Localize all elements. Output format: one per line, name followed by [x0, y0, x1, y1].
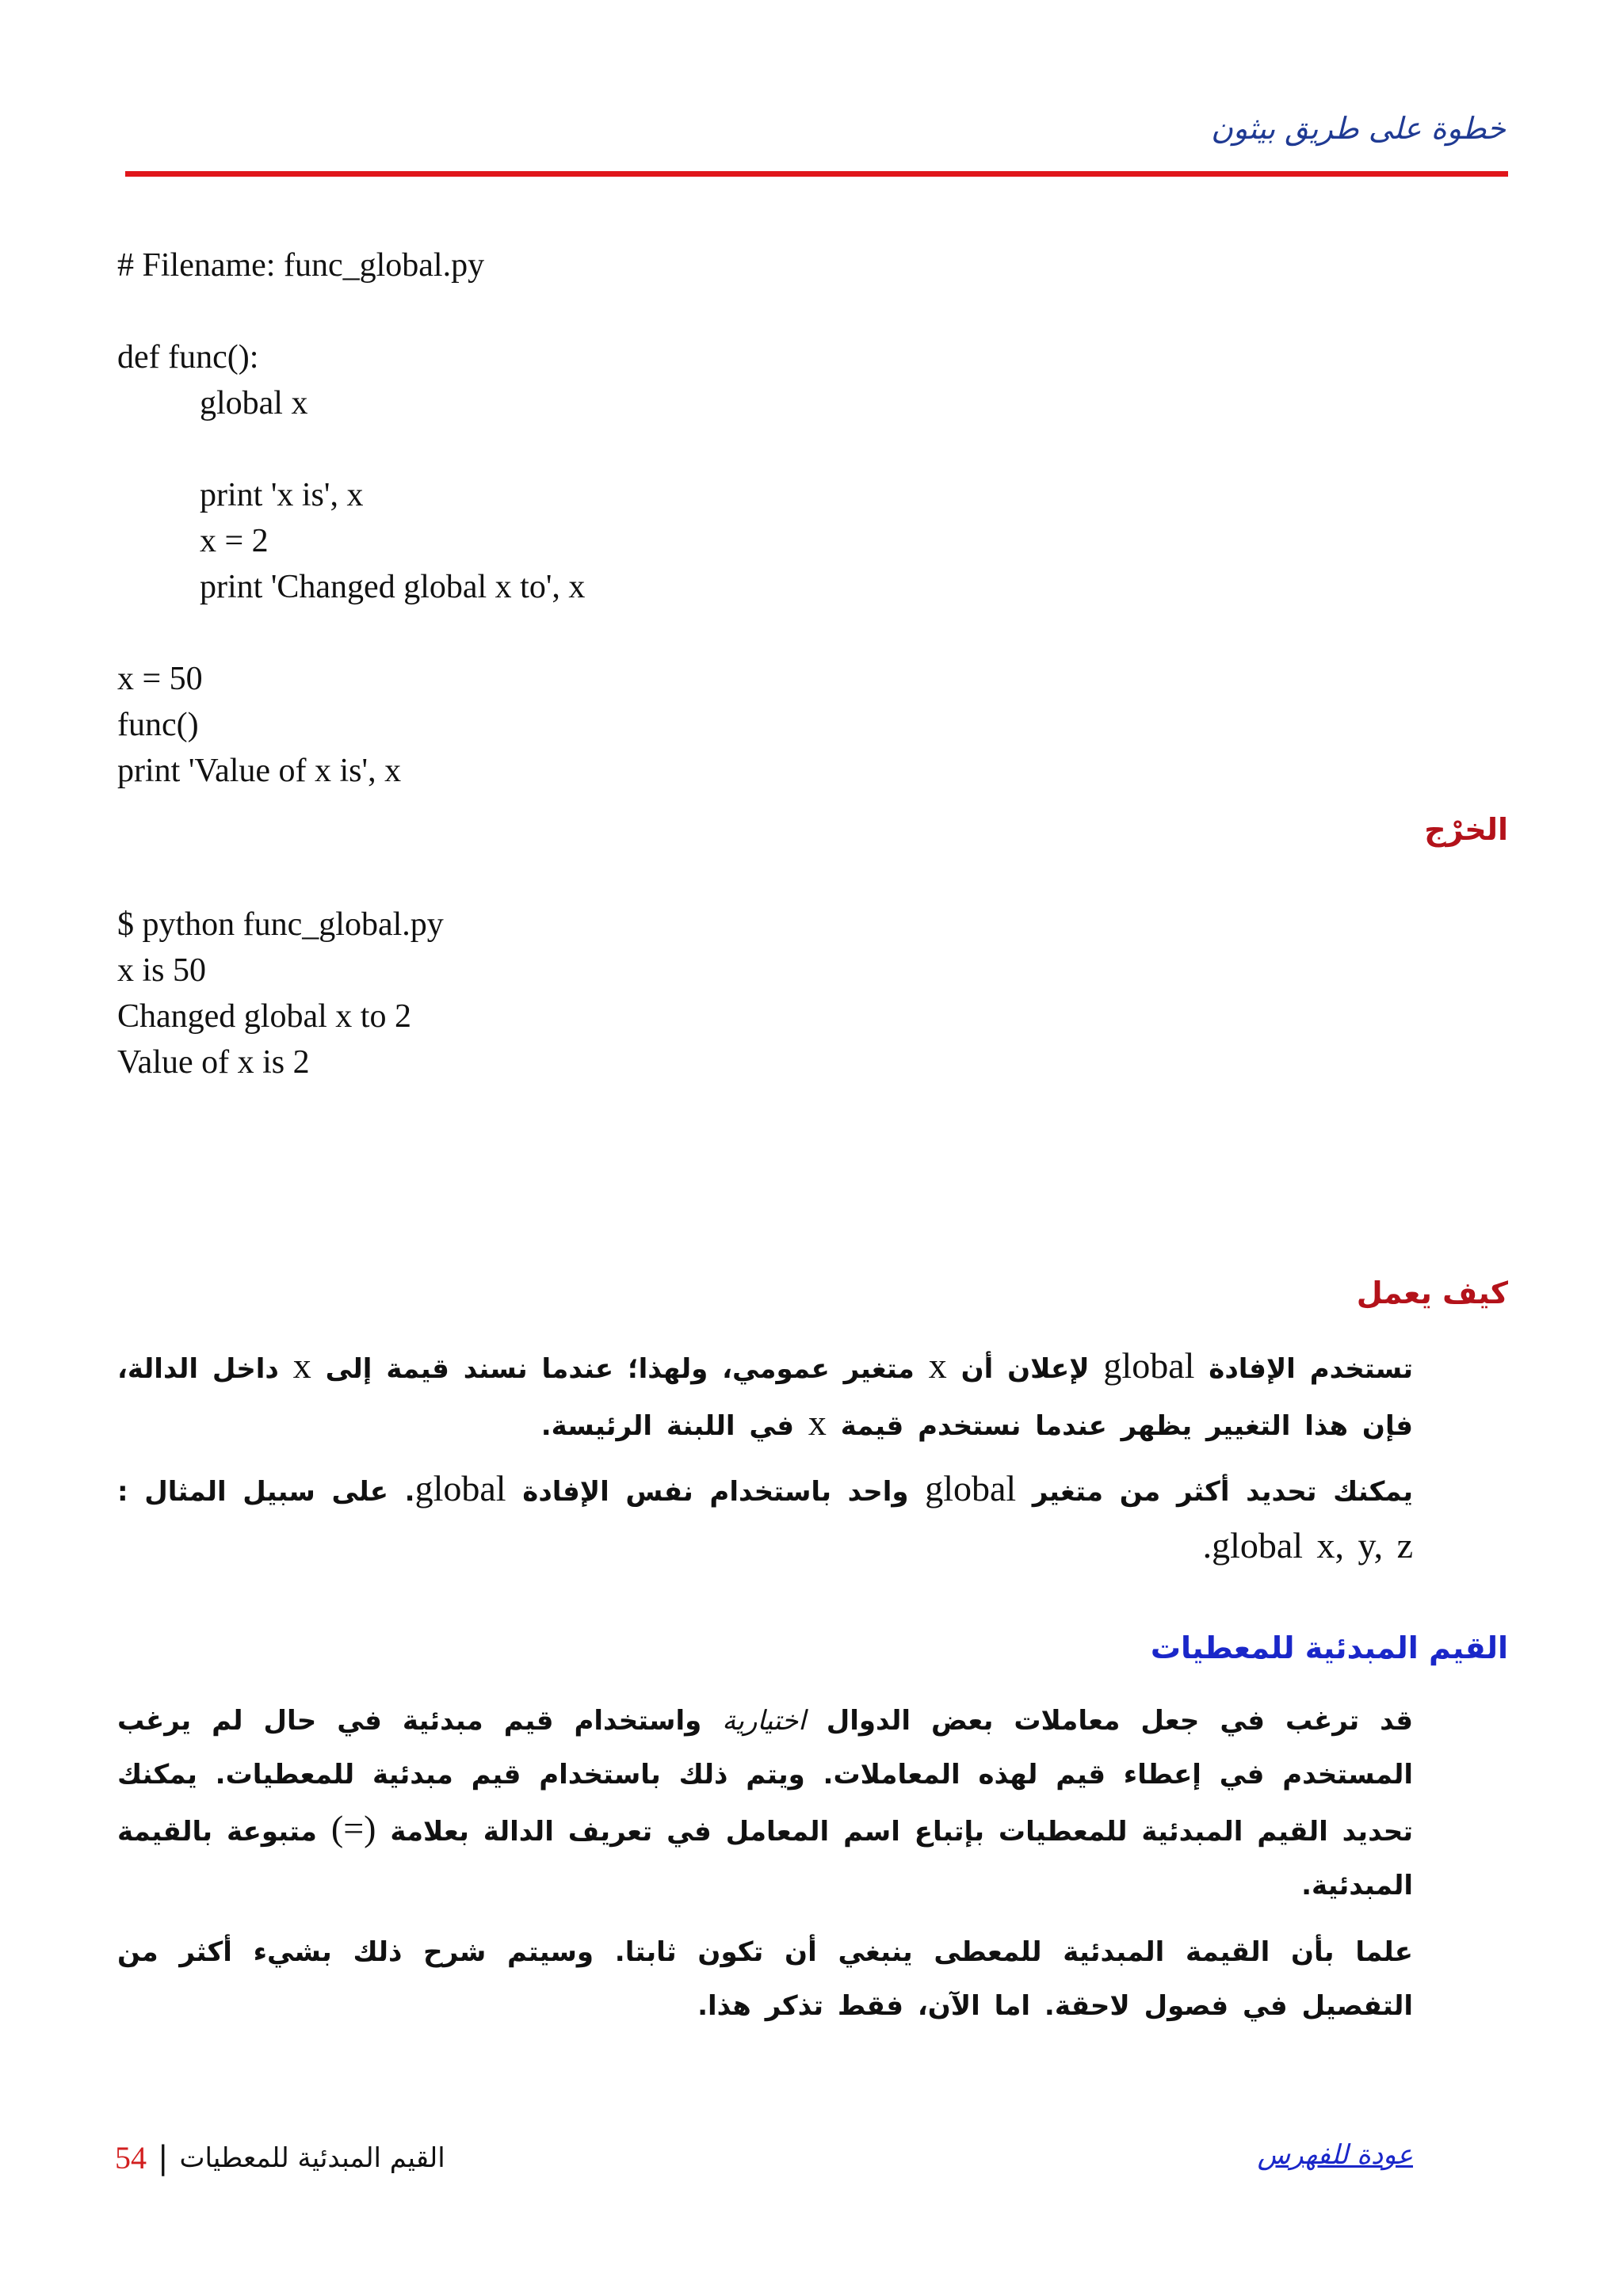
code-line — [117, 288, 585, 334]
code-line: def func(): — [117, 339, 259, 376]
code-line: print 'x is', x — [200, 477, 364, 513]
default-args-heading: القيم المبدئية للمعطيات — [1150, 1630, 1508, 1665]
footer-separator: | — [158, 2139, 169, 2176]
default-args-paragraph-1: قد ترغب في جعل معاملات بعض الدوال اختيارية واستخدام قيم مبدئية في حال لم يرغب المستخدم في إعطاء قيم لهذه المعاملات. ويتم ذلك باستخدام قيم مبدئية للمعطيات. يمكنك تحديد القيم المبدئية للمعطيات بإتباع اسم المعامل في تعريف الدالة بعلامة (=) متبوعة بالقيمة المبدئية. — [117, 1705, 1413, 1901]
output-line: $ python func_global.py — [117, 906, 444, 943]
output-line: Changed global x to 2 — [117, 998, 411, 1035]
how-it-works-heading: كيف يعمل — [1356, 1276, 1508, 1310]
code-block — [117, 242, 585, 794]
back-to-index-link[interactable]: عودة للفهرس — [1257, 2139, 1413, 2171]
code-line: func() — [117, 707, 199, 743]
output-line: x is 50 — [117, 952, 207, 989]
output-heading: الخرْج — [1424, 812, 1508, 847]
default-args-paragraph-2: علما بأن القيمة المبدئية للمعطى ينبغي أن تكون ثابتا. وسيتم شرح ذلك بشيء أكثر من التفصيل في فصول لاحقة. اما الآن، فقط تذكر هذا. — [117, 1936, 1413, 2022]
code-line: # Filename: func_global.py — [117, 247, 485, 284]
keyword-global: global — [1103, 1345, 1195, 1386]
how-it-works-paragraph-2: يمكنك تحديد أكثر من متغير global واحد باستخدام نفس الإفادة global. على سبيل المثال : global x, y, z. — [117, 1468, 1413, 1566]
output-line: Value of x is 2 — [117, 1044, 310, 1081]
how-it-works-paragraph-1: تستخدم الإفادة global لإعلان أن x متغير عمومي، ولهذا؛ عندما نسند قيمة إلى x داخل الدالة، فإن هذا التغيير يظهر عندما نستخدم قيمة x في اللبنة الرئيسة. — [117, 1345, 1413, 1443]
header-divider — [125, 171, 1508, 177]
code-line — [117, 426, 585, 472]
footer-page-info — [115, 2139, 445, 2176]
code-line: x = 2 — [200, 523, 269, 559]
header-title: خطوة على طريق بيثون — [1211, 111, 1506, 146]
code-line — [117, 610, 585, 656]
footer-section-title: القيم المبدئية للمعطيات — [179, 2142, 445, 2174]
code-line: x = 50 — [117, 661, 203, 697]
code-line: print 'Changed global x to', x — [200, 569, 586, 605]
page-number: 54 — [115, 2140, 147, 2176]
code-line: global x — [200, 385, 308, 421]
output-block — [117, 902, 444, 1085]
code-line: print 'Value of x is', x — [117, 753, 402, 789]
